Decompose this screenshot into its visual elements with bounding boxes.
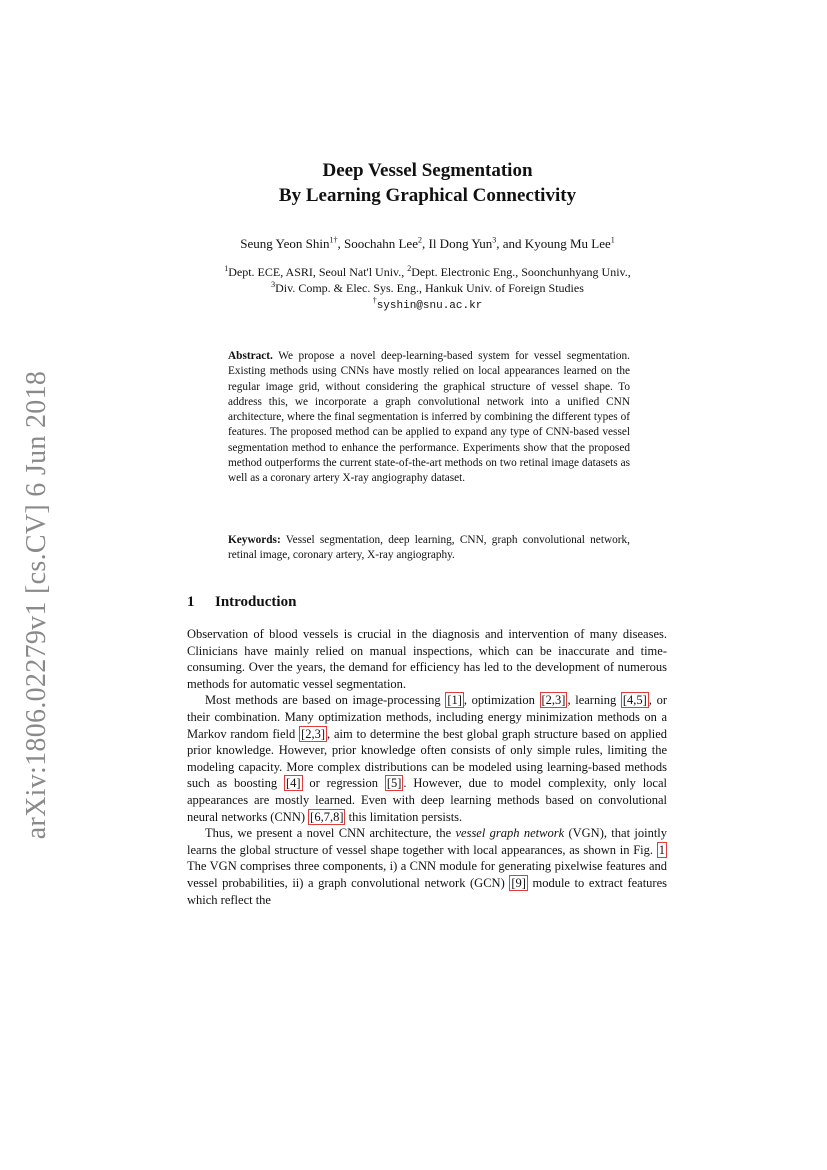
abstract xyxy=(228,349,630,487)
author-mark: 2 xyxy=(417,235,422,245)
author-name: , Soochahn Lee xyxy=(337,236,418,251)
author-name: Seung Yeon Shin xyxy=(240,236,330,251)
author-mark: 1† xyxy=(329,235,338,245)
affiliation-text: Div. Comp. & Elec. Sys. Eng., Hankuk Univ. of Foreign Studies xyxy=(275,281,584,295)
section-number: 1 xyxy=(187,594,195,610)
paragraph-text: (VGN), that jointly learns the global structure of vessel shape together with local appearances, as shown in Fig. xyxy=(187,826,668,857)
affiliations xyxy=(0,264,827,314)
affiliation-mark: † xyxy=(372,296,377,305)
paragraph-text: Most methods are based on image-processing xyxy=(205,693,446,708)
paper-title xyxy=(0,158,827,208)
paragraph-text: , or their combination. Many optimization methods, including energy minimization methods on a Markov random field xyxy=(187,693,667,741)
citation-link[interactable]: [9] xyxy=(511,875,526,890)
affiliation-mark: 2 xyxy=(407,264,412,273)
paragraph-text: Thus, we present a novel CNN architecture, the xyxy=(205,826,456,841)
figure-link[interactable]: 1 xyxy=(658,842,665,857)
title-line-2: By Learning Graphical Connectivity xyxy=(278,185,577,206)
arxiv-side-stamp xyxy=(12,370,62,840)
section-heading xyxy=(187,592,296,612)
paragraph-3 xyxy=(187,825,667,908)
arxiv-identifier: arXiv:1806.02279v1 [cs.CV] 6 Jun 2018 xyxy=(21,370,52,840)
keywords-label: Keywords: xyxy=(228,534,281,546)
paragraph-text: , optimization xyxy=(463,693,540,708)
contact-email[interactable]: syshin@snu.ac.kr xyxy=(376,300,483,312)
keywords-text: Vessel segmentation, deep learning, CNN, graph convolutional network, retinal image, coronary artery, X-ray angiography. xyxy=(228,534,630,562)
paragraph-1: Observation of blood vessels is crucial in the diagnosis and intervention of many diseases. Clinicians have mainly relied on manual inspections, which can be inaccurate and time-consuming. Over the years, the demand for efficiency has led to the development of numerous methods for automatic vessel segmentation. xyxy=(187,627,667,691)
citation-link[interactable]: [4] xyxy=(285,776,301,791)
citation-link[interactable]: [5] xyxy=(386,776,402,791)
affiliation-mark: 3 xyxy=(271,280,276,289)
citation-link[interactable]: [2,3] xyxy=(541,693,566,708)
paragraph-text: or regression xyxy=(302,776,385,791)
abstract-label: Abstract. xyxy=(228,350,273,362)
paragraph-text: . However, due to model complexity, only local appearances are mostly learned. Even with deep learning methods based on convolutional neural networks (CNN) xyxy=(187,776,667,824)
affiliation-line-3 xyxy=(0,296,827,314)
keywords xyxy=(228,533,630,564)
introduction-body xyxy=(187,626,667,908)
author-list xyxy=(0,235,827,252)
abstract-text: We propose a novel deep-learning-based system for vessel segmentation. Existing methods using CNNs have mostly relied on local appearances learned on the regular image grid, without considering the graphical structure of vessel shape. To address this, we incorporate a graph convolutional network into a unified CNN architecture, where the final segmentation is inferred by combining the different types of features. The proposed method can be applied to expand any type of CNN-based vessel segmentation method to enhance the performance. Experiments show that the proposed method outperforms the current state-of-the-art methods on two retinal image datasets as well as a coronary artery X-ray angiography dataset. xyxy=(228,350,630,485)
affiliation-mark: 1 xyxy=(224,264,229,273)
author-mark: 3 xyxy=(492,235,497,245)
affiliation-line-2 xyxy=(0,280,827,296)
citation-link[interactable]: [4,5] xyxy=(622,693,647,708)
paragraph-2 xyxy=(187,692,667,825)
title-line-1: Deep Vessel Segmentation xyxy=(322,160,533,181)
affiliation-text: Dept. Electronic Eng., Soonchunhyang Univ., xyxy=(411,265,631,279)
paragraph-text: this limitation persists. xyxy=(345,809,463,824)
affiliation-line-1 xyxy=(0,264,827,280)
author-name: , and Kyoung Mu Lee xyxy=(496,236,611,251)
paragraph-text: , learning xyxy=(567,693,621,708)
author-name: , Il Dong Yun xyxy=(421,236,493,251)
citation-link[interactable]: [2,3] xyxy=(301,726,326,741)
affiliation-text: Dept. ECE, ASRI, Seoul Nat'l Univ., xyxy=(228,265,408,279)
section-title: Introduction xyxy=(215,594,297,610)
author-mark: 1 xyxy=(610,235,615,245)
citation-link[interactable]: [6,7,8] xyxy=(310,809,344,824)
paragraph-text: module to extract features which reflect the xyxy=(187,875,667,907)
paragraph-text: , aim to determine the best global graph structure based on applied prior knowledge. However, prior knowledge often consists of only simple rules, limiting the modeling capacity. More complex distributions can be modeled using learning-based methods such as boosting xyxy=(187,726,667,791)
paragraph-text: The VGN comprises three components, i) a CNN module for generating pixelwise features and vessel probabilities, ii) a graph convolutional network (GCN) xyxy=(187,859,667,890)
citation-link[interactable]: [1] xyxy=(447,693,462,708)
emphasized-term: vessel graph network xyxy=(455,826,565,841)
